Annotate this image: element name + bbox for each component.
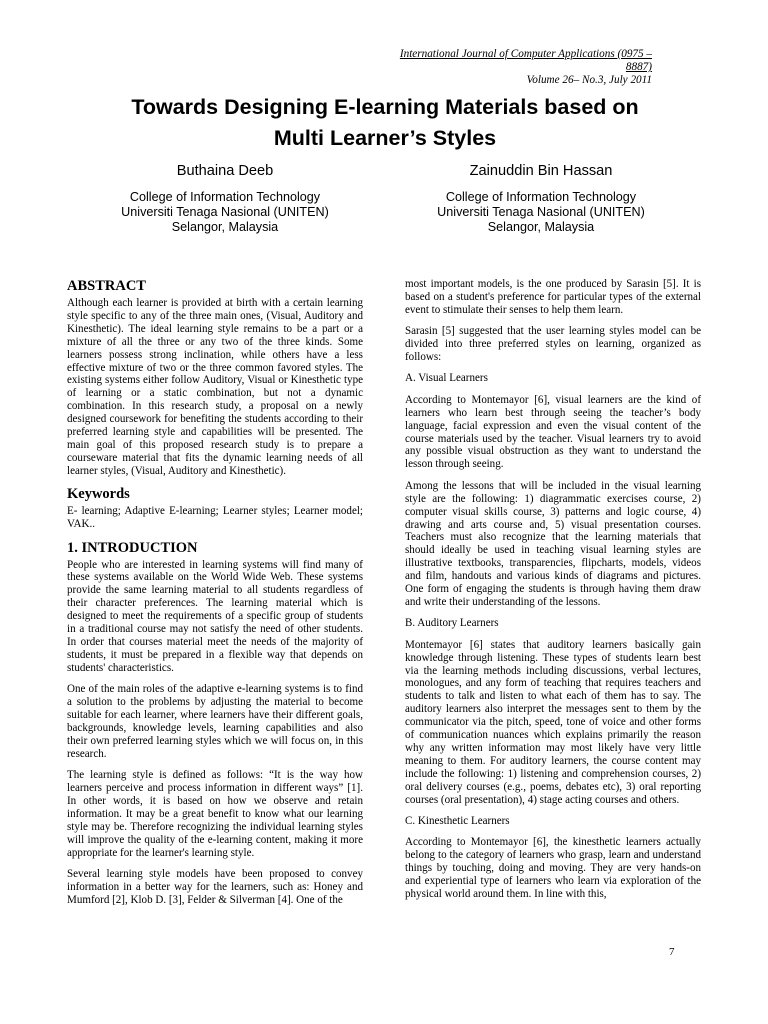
abstract-heading: ABSTRACT: [67, 278, 146, 294]
abstract-text: Although each learner is provided at birth with a certain learning style specific to any of the three main ones, (Visual, Auditory and Kinesthetic). The ideal learning style remains to be a part or a mixture of all the three or any two of the three kinds. Some learners possess strong inclination, while others have a less effective mixture of two or the three common favored styles. The existing systems either follow Auditory, Visual or Kinesthetic type of learning or a static combination, but not a dynamic combination. In this research study, a proposal on a newly designed coursework for benefiting the students according to their preferred learning style and capabilities will be presented. The main goal of this proposed research study is to prepare a courseware material that fits the dynamic learning needs of all learner styles, (Visual, Auditory and Kinesthetic).: [67, 297, 363, 477]
keywords-text: E- learning; Adaptive E-learning; Learner styles; Learner model; VAK..: [67, 505, 363, 531]
body-paragraph: Among the lessons that will be included in the visual learning style are the following: 1) diagrammatic exercises course, 2) computer visual skills course, 3) patterns and logic course, 4) drawing and arts course and, 5) visual presentation courses. Teachers must also recognize that the learning materials that should ideally be used in teaching visual learning styles are illustrative textbooks, transparencies, flipcharts, models, videos and film, handouts and various kinds of diagrams and pictures. One form of engaging the students is through having them draw and write their understanding of the lessons.: [405, 479, 701, 608]
author-name: Zainuddin Bin Hassan: [469, 163, 613, 179]
author-affiliation-line: Selangor, Malaysia: [487, 220, 595, 235]
author-affiliation-line: College of Information Technology: [129, 190, 321, 204]
introduction-paragraph: People who are interested in learning systems will find many of these systems available on the World Wide Web. These systems provide the same learning material to all students regardless of their character preferences. The learning material which is designed to meet the requirements of a specific group of students in a traditional course may not satisfy the need of other students. In order that courses material meet the needs of the majority of students, it must be prepared in a flexible way that depends on students' characteristics.: [67, 558, 363, 674]
journal-volume: Volume 26– No.3, July 2011: [526, 74, 652, 86]
body-paragraph: most important models, is the one produced by Sarasin [5]. It is based on a student's preference for particular types of the external event to stimulate their senses to help them learn.: [405, 278, 701, 316]
visual-learners-heading: A. Visual Learners: [405, 372, 488, 385]
body-paragraph: Montemayor [6] states that auditory learners basically gain knowledge through listening. These types of students learn best via the learning methods including discussions, verbal lectures, monologues, and any form of teaching that requires teachers and students to talk and listen to what each of them has to say. The auditory learners also interpret the messages sent to them by the communicator via the pitch, speed, tone of voice and other forms of communication nuances which explains primarily the reason why any written information may most likely have very little meaning to them. For auditory learners, the course content may include the following: 1) listening and comprehension courses, 2) oral delivery courses (e.g., poems, debates etc), 3) oral reporting courses (oral presentation), 4) stage acting courses and others.: [405, 638, 701, 806]
author-affiliation-line: Universiti Tenaga Nasional (UNITEN): [121, 205, 329, 220]
keywords-heading: Keywords: [67, 486, 130, 503]
right-column: [405, 278, 701, 909]
author-affiliation-line: Universiti Tenaga Nasional (UNITEN): [437, 205, 645, 220]
paper-title-line-2: Multi Learner’s Styles: [273, 126, 497, 150]
introduction-paragraph: One of the main roles of the adaptive e-learning systems is to find a solution to the problems by adjusting the material to become suitable for each learner, where learners have their different goals, backgrounds, knowledge levels, learning capabilities and also their own preferred learning styles which we will focus on, in this research.: [67, 683, 363, 760]
journal-header: [393, 48, 652, 87]
body-paragraph: According to Montemayor [6], visual learners are the kind of learners who learn best through seeing the teacher’s body language, facial expression and even the visual content of the course materials used by the teacher. Visual learners try to avoid any possible visual obstruction as they want to understand the lesson through seeing.: [405, 393, 701, 471]
author-affiliation-line: College of Information Technology: [445, 190, 637, 204]
body-paragraph: According to Montemayor [6], the kinesthetic learners actually belong to the category of learners who grasp, learn and understand things by touching, doing and moving. They are very hands-on and experiential type of learners who learn via exploration of the physical world around them. In line with this,: [405, 836, 701, 901]
introduction-paragraph: The learning style is defined as follows: “It is the way how learners perceive and process information in different ways” [1]. In other words, it is based on how we observe and retain information. It may be a great benefit to know what our learning style may be. Therefore recognizing the individual learning styles will improve the quality of the e-learning content, making it more appropriate for the learner's learning style.: [67, 769, 363, 859]
kinesthetic-learners-heading: C. Kinesthetic Learners: [405, 815, 510, 828]
left-column: [67, 278, 363, 915]
author-block-2: [386, 163, 696, 236]
journal-name: International Journal of Computer Applications (0975 – 8887): [399, 48, 652, 73]
body-paragraph: Sarasin [5] suggested that the user learning styles model can be divided into three preferred styles on learning, organized as follows:: [405, 325, 701, 364]
introduction-paragraph: Several learning style models have been proposed to convey information in a better way for the learners, such as: Honey and Mumford [2], Klob D. [3], Felder & Silverman [4]. One of the: [67, 867, 363, 906]
author-affiliation-line: Selangor, Malaysia: [171, 220, 279, 235]
author-block-1: [70, 163, 380, 236]
author-name: Buthaina Deeb: [176, 163, 274, 179]
auditory-learners-heading: B. Auditory Learners: [405, 617, 499, 630]
page-number: 7: [669, 946, 675, 958]
paper-title-line-1: Towards Designing E-learning Materials based on: [131, 95, 639, 119]
paper-title: [60, 92, 710, 154]
introduction-heading: 1. INTRODUCTION: [67, 539, 198, 556]
